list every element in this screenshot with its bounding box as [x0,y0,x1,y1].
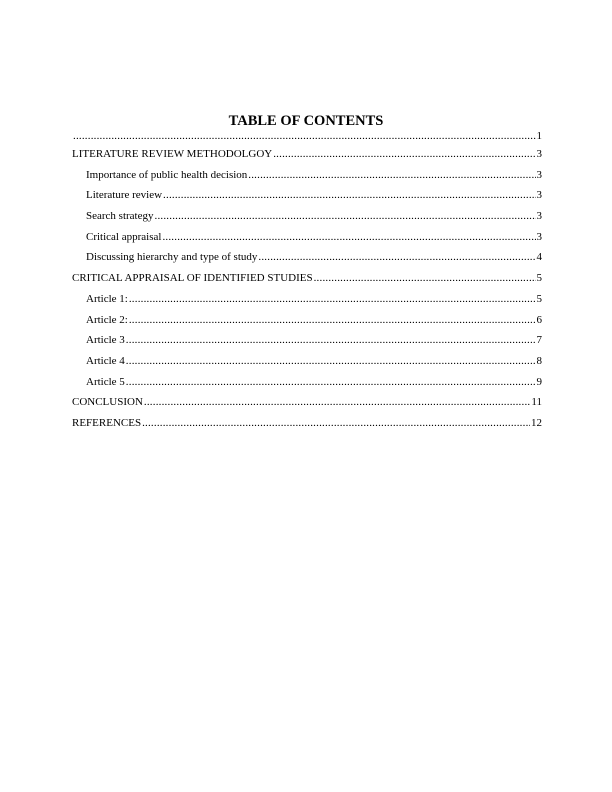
toc-page-number: 3 [536,230,542,243]
toc-entry-label: Search strategy [86,210,154,223]
toc-dot-leader [129,313,536,328]
toc-page-number: 3 [536,189,542,202]
toc-entry-article-3[interactable] [72,333,542,354]
toc-dot-leader [142,416,530,431]
toc-page-number: 9 [536,375,542,388]
toc-page-number: 8 [536,354,542,367]
toc-dot-leader [73,129,536,144]
toc-entry-search-strategy[interactable] [72,209,542,230]
toc-title: TABLE OF CONTENTS [228,113,384,129]
toc-list [72,129,542,437]
toc-dot-leader [162,230,535,245]
toc-dot-leader [273,147,535,162]
toc-entry-label: Critical appraisal [86,230,162,243]
toc-dot-leader [248,168,535,183]
toc-entry-label: CONCLUSION [72,396,143,409]
toc-page-number: 4 [536,251,542,264]
toc-entry-references[interactable] [72,416,542,437]
toc-entry-label: Article 5 [86,375,125,388]
toc-entry-untitled[interactable] [72,129,542,147]
toc-entry-importance-of-public-health-decision[interactable] [72,168,542,189]
toc-page-number: 3 [536,210,542,223]
toc-entry-label: REFERENCES [72,416,142,429]
toc-entry-discussing-hierarchy[interactable] [72,250,542,271]
toc-dot-leader [155,209,536,224]
toc-entry-label: Importance of public health decision [86,168,248,181]
toc-entry-article-1[interactable] [72,292,542,313]
toc-dot-leader [144,395,531,410]
toc-page-number: 6 [536,313,542,326]
toc-dot-leader [126,354,536,369]
toc-dot-leader [126,333,536,348]
toc-entry-article-4[interactable] [72,354,542,375]
toc-page-number: 3 [536,148,542,160]
toc-dot-leader [258,250,535,265]
toc-page-number: 11 [531,396,542,409]
toc-entry-label: Article 3 [86,334,125,347]
toc-entry-article-2[interactable] [72,313,542,334]
toc-entry-label: Literature review [86,189,163,202]
toc-entry-label: CRITICAL APPRAISAL OF IDENTIFIED STUDIES [72,272,313,285]
toc-entry-conclusion[interactable] [72,395,542,416]
toc-dot-leader [314,271,536,286]
toc-entry-label: Article 1: [86,292,128,305]
toc-dot-leader [126,375,536,390]
toc-page-number: 12 [531,416,542,429]
toc-entry-literature-review[interactable] [72,188,542,209]
toc-entry-label: Article 2: [86,313,128,326]
toc-dot-leader [129,292,536,307]
toc-entry-critical-appraisal[interactable] [72,230,542,251]
toc-entry-label: LITERATURE REVIEW METHODOLGOY [72,148,273,160]
toc-page-number: 5 [536,272,542,285]
toc-entry-label: Article 4 [86,354,125,367]
toc-page-number: 3 [536,168,542,181]
toc-page-number: 1 [536,130,542,142]
toc-page-number: 7 [536,334,542,347]
toc-page-number: 5 [536,292,542,305]
toc-entry-critical-appraisal-of-studies[interactable] [72,271,542,292]
toc-entry-article-5[interactable] [72,375,542,396]
toc-entry-label: Discussing hierarchy and type of study [86,251,258,264]
toc-entry-literature-review-methodology[interactable] [72,147,542,168]
toc-dot-leader [163,188,535,203]
